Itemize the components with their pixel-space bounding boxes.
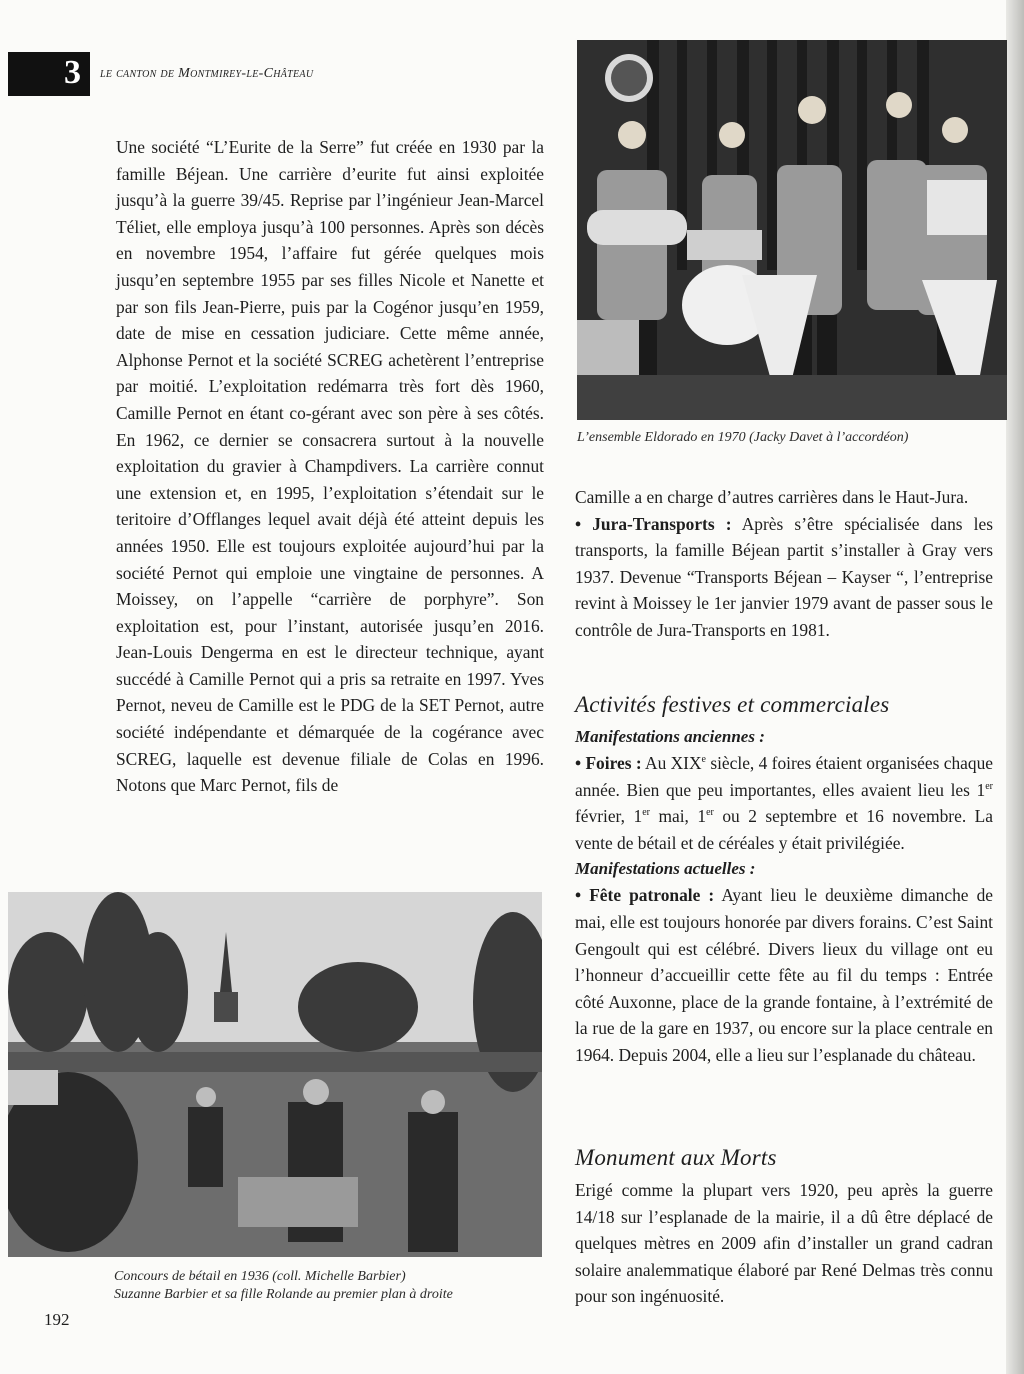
cattle-fair-caption-line1: Concours de bétail en 1936 (coll. Michelle Barbier) <box>114 1269 406 1284</box>
quarry-history-paragraph: Une société “L’Eurite de la Serre” fut créée en 1930 par la famille Béjean. Une carrière d’eurite fut ainsi exploitée jusqu’à la guerre 39/45. Reprise par l’ingénieur Jean-Marcel Téliet, elle employa jusqu’à 100 personnes. Après son décès en novembre 1954, l’affaire fut gérée quelques mois jusqu’en septembre 1955 par ses filles Nicole et Nanette et par son fils Jean-Pierre, puis par la Cogénor jusqu’en 1959, date de mise en cessation judiciare. Cette même année, Alphonse Pernot et la société SCREG achetèrent l’entreprise par moitié. L’exploitation redémarra très fort dès 1960, Camille Pernot en étant co-gérant avec son père à ses côtés. En 1962, ce dernier se consacrera surtout à la nouvelle exploitation du gravier à Champdivers. La carrière connut une extension et, en 1995, l’exploitation s’étendait sur le teritoire d’Offlanges lequel avait déjà été atteint depuis les années 1950. Elle est toujours exploitée aujourd’hui par la société Pernot qui emploie une vingtaine de personnes. A Moissey, on l’appelle “carrière de porphyre”. Son exploitation est, pour l’instant, autorisée jusqu’en 2016. Jean-Louis Dengerma en est le directeur technique, ayant succédé à Camille Pernot qui a pris sa retraite en 1997. Yves Pernot, neveu de Camille est le PDG de la SET Pernot, autre société indépendante et démarquée de la cogérance avec SCREG, laquelle est devenue filiale de Colas en 1996. Notons que Marc Pernot, fils de <box>116 137 544 796</box>
fete-patronale-paragraph <box>575 882 993 1068</box>
running-title: le canton de Montmirey-le-Château <box>100 66 314 81</box>
foires-sup-4: er <box>706 807 714 819</box>
foires-text-2: siècle, 4 foires étaient organisées chaque année. Bien que peu importantes, elles avaient lieu les 1 <box>575 753 993 800</box>
page-number: 192 <box>44 1310 70 1329</box>
section-title-monument: Monument aux Morts <box>575 1145 777 1170</box>
right-column-top <box>575 484 993 644</box>
foires-text-5: ou 2 septembre et 16 novembre. La vente de bétail et de céréales y était privilégiée. <box>575 806 993 853</box>
right-column-activities <box>575 690 993 1069</box>
cattle-fair-illustration <box>8 892 542 1257</box>
cattle-fair-photo <box>8 892 542 1257</box>
chapter-number: 3 <box>64 54 81 91</box>
fete-patronale-text: Ayant lieu le deuxième dimanche de mai, elle est toujours honorée par divers forains. C’est Saint Gengoult qui est célébré. Divers lieux du village ont eu l’honneur d’accueillir cette fête au fil du temps : Entrée côté Auxonne, place de la grande fontaine, à l’extrémité de la rue de la gare en 1937, ou encore sur la place centrale en 1964. Depuis 2004, elle a lieu sur l’esplanade du château. <box>575 885 994 1065</box>
band-photo-illustration <box>577 40 1007 420</box>
left-column <box>116 134 544 799</box>
foires-sup-1: e <box>701 754 706 766</box>
foires-lead: • Foires : <box>575 753 642 773</box>
page-edge-shadow <box>1006 0 1024 1374</box>
right-column-monument <box>575 1143 993 1310</box>
foires-sup-3: er <box>642 807 650 819</box>
band-photo <box>577 40 1007 420</box>
foires-text-4: mai, 1 <box>649 806 707 827</box>
foires-text-3: février, 1 <box>575 806 643 827</box>
cattle-fair-caption <box>114 1268 534 1304</box>
haut-jura-paragraph: Camille a en charge d’autres carrières dans le Haut-Jura. <box>575 487 969 507</box>
jura-transports-text: Après s’être spécialisée dans les transports, la famille Béjean partit s’installer à Gray vers 1937. Devenue “Transports Béjean – Kayser “, l’entreprise revint à Moissey le 1er janvier 1979 avant de passer sous le contrôle de Jura-Transports en 1981. <box>575 513 993 640</box>
jura-transports-paragraph <box>575 511 993 644</box>
jura-transports-lead: • Jura-Transports : <box>575 513 732 534</box>
foires-text-1: Au XIX <box>641 753 702 773</box>
monument-paragraph: Erigé comme la plupart vers 1920, peu après la guerre 14/18 sur l’esplanade de la mairie, il a dû être déplacé de quelques mètres en 2009 afin d’installer un grand cadran solaire analemmatique élaboré par René Delmas très connu pour son ingénuosité. <box>575 1180 993 1307</box>
foires-paragraph <box>575 750 993 856</box>
subheading-current-events: Manifestations actuelles : <box>575 859 756 879</box>
subheading-past-events: Manifestations anciennes : <box>575 727 765 746</box>
band-photo-caption: L’ensemble Eldorado en 1970 (Jacky Davet à l’accordéon) <box>577 430 909 445</box>
fete-patronale-lead: • Fête patronale : <box>575 885 715 906</box>
foires-sup-2: er <box>985 780 993 792</box>
section-title-activities: Activités festives et commerciales <box>575 692 890 717</box>
cattle-fair-caption-line2: Suzanne Barbier et sa fille Rolande au premier plan à droite <box>114 1287 453 1302</box>
